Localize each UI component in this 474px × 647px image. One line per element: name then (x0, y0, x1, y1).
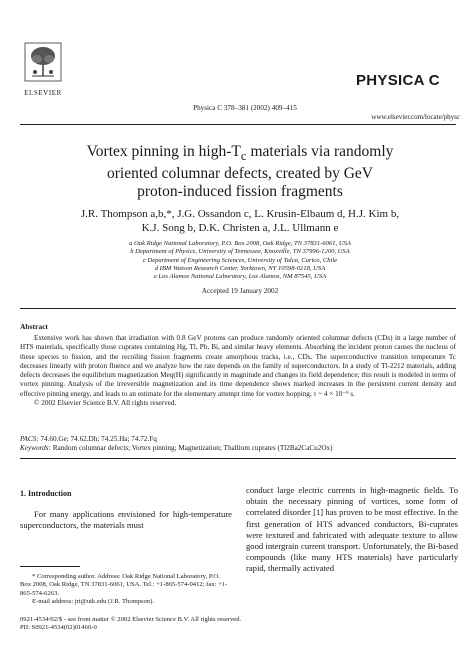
affiliation-item: b Department of Physics, University of Tennessee, Knoxville, TN 37996-1200, USA (130, 248, 350, 256)
accepted-date: Accepted 19 January 2002 (201, 287, 279, 295)
issn-line: 0921-4534/02/$ - see front matter © 2002 Elsevier Science B.V. All rights reserved. (20, 616, 242, 623)
abstract-text: Extensive work has shown that irradiation with 0.8 GeV protons can produce randomly oriented columnar defects (CDs) in a large number of HTS materials, specifically those cuprates containing Hg, Tl, Pb, Bi, and similar heavy elements. Absorbing the incident proton causes the nucleus of these species to fission, and the recoiling fission fragments create amorphous tracks, i.e., CDs. The superconductive transition temperature Tc decreases linearly with proton fluence and we analyze how the rate depends on the family of superconductors. In a study of Tl-2212 materials, adding defects decreases the equilibrium magnetization Meq(H) significantly in magnitude and changes its field dependence; this result is modeled in terms of vortex pinning. Analysis of the irreversible magnetization and its time dependence shows marked increases in the persistent current density and effective pinning energy, and leads to an estimate for the elementary attempt time for vortex hopping, τ ~ 4 × 10⁻⁹ s. (20, 334, 456, 398)
author-line-1: J.R. Thompson a,b,*, J.G. Ossandon c, L. Krusin-Elbaum d, H.J. Kim b, (80, 208, 400, 220)
paper-title: Vortex pinning in high-$T_c$ materials via randomly oriented columnar defects, created by GeV proton-induced fission fragments (86, 143, 394, 201)
affiliation-item: e Los Alamos National Laboratory, Los Alamos, NM 87545, USA (153, 273, 327, 281)
header-rule (20, 124, 456, 125)
author-line-2: K.J. Song b, D.K. Christen a, J.L. Ullmann e (141, 222, 339, 234)
pacs-keywords: PACS: 74.60.Ge; 74.62.Dh; 74.25.Ha; 74.72.Fq Keywords: Random columnar defects; Vortex pinning; Magnetization; Thallium cuprates (Tl2Ba2CaCu2Ox) (20, 435, 333, 453)
publisher-logo (20, 42, 66, 102)
footnote-rule (20, 566, 80, 567)
journal-citation: Physica C 378–381 (2002) 409–415 (193, 104, 297, 112)
author-list (30, 207, 450, 235)
pii-line: PII: S0921-4534(02)01460-0 (20, 624, 97, 632)
abstract-copyright: © 2002 Elsevier Science B.V. All rights reserved. (34, 399, 177, 408)
journal-logo (356, 72, 456, 94)
abstract-body (20, 334, 456, 408)
footnote (20, 573, 232, 607)
email-address: E-mail address: jrt@utk.edu (J.R. Thompson). (32, 598, 155, 606)
corresponding-author: * Corresponding author. Address: Oak Ridge National Laboratory, P.O. Box 2008, Oak Ridge, TN 37831-6061, USA. Tel.: +1-865-574-0412; fax: +1-865-574-6263. (20, 573, 228, 597)
abstract-top-rule (20, 308, 456, 309)
section-heading: 1. Introduction (20, 489, 72, 498)
affiliation-item: c Department of Engineering Sciences, University of Talca, Curico, Chile (142, 256, 338, 264)
affiliation-item: a Oak Ridge National Laboratory, P.O. Box 2008, Oak Ridge, TN 37831-6061, USA (129, 240, 351, 247)
journal-name: PHYSICA C (356, 72, 440, 89)
intro-right-column: conduct large electric currents in high-magnetic fields. To obtain the necessary pinning of vortices, some form of correlated disorder [1] has proven to be most effective. In the first generation of HTS advanced conductors, Bi-cuprates were textured and fabricated with adequate texture to allow good intergrain current transport. Unfortunately, the Bi-based compounds (like many HTS materials) have particularly rapid, thermally activated (246, 485, 458, 574)
publisher-name: ELSEVIER (24, 89, 62, 97)
abstract-heading: Abstract (20, 322, 48, 331)
front-matter (20, 616, 320, 633)
intro-left-column: For many applications envisioned for high-temperature superconductors, the materials must (20, 509, 232, 531)
journal-url[interactable]: www.elsevier.com/locate/physc (371, 113, 460, 121)
affiliation-item: d IBM Watson Research Center, Yorktown, NY 10598-0218, USA (154, 264, 326, 272)
affiliation-list (60, 240, 420, 281)
keywords-bottom-rule (20, 458, 456, 459)
elsevier-tree-icon (24, 42, 62, 82)
